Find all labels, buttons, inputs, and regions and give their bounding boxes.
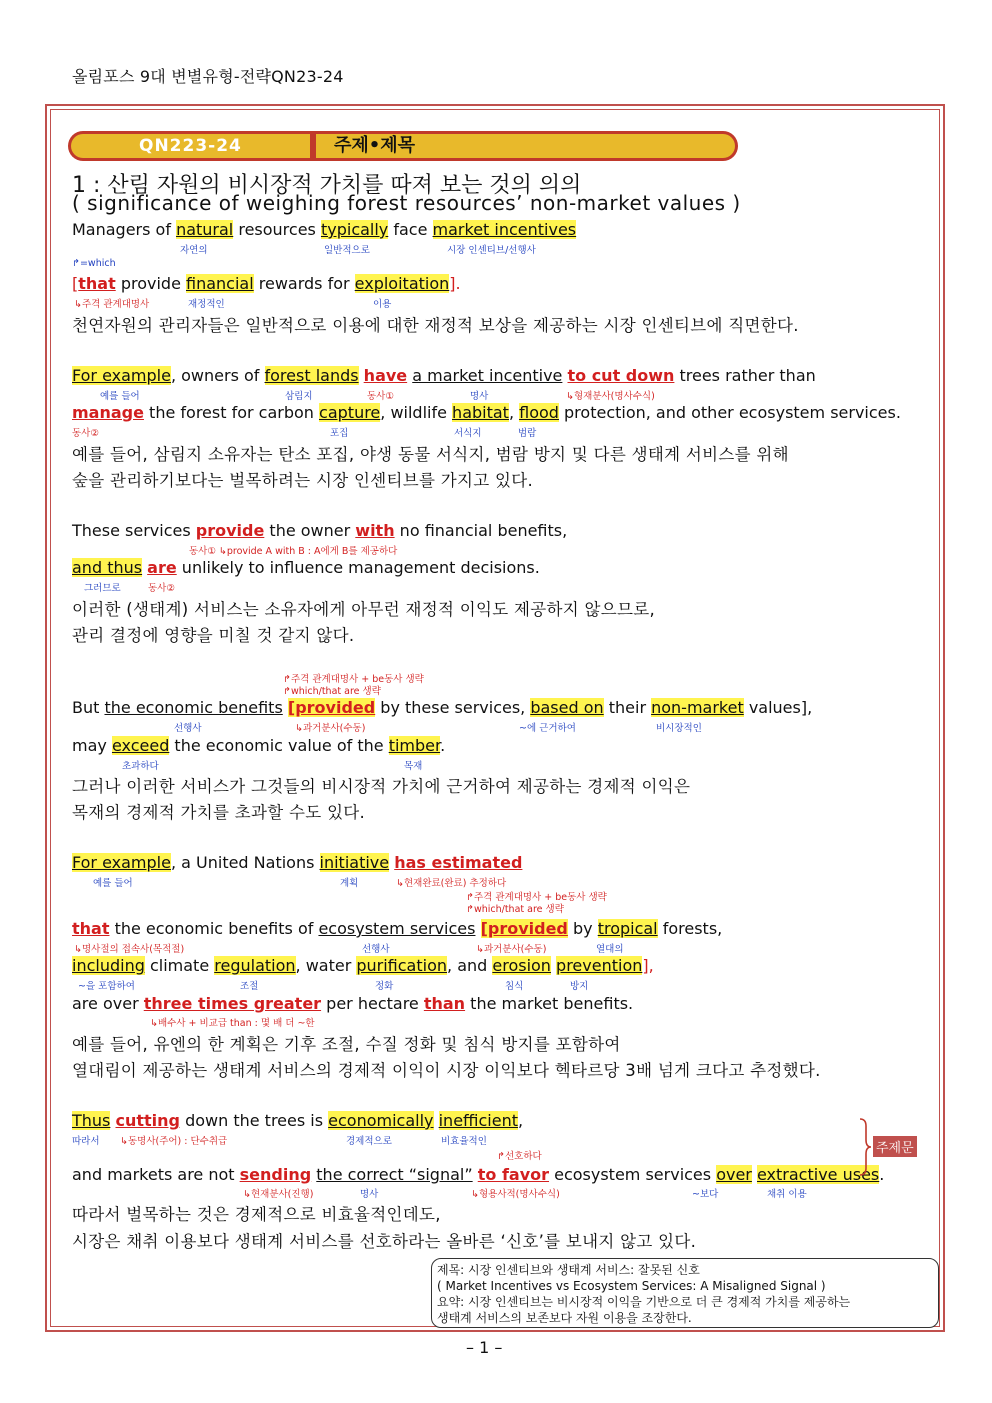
gloss: 목재 (404, 761, 423, 772)
section-banner (68, 131, 738, 161)
topic-sentence-tag: 주제문 (873, 1136, 917, 1157)
gloss: ↳명사절의 접속사(목적절) (74, 944, 185, 955)
gloss: 명사 (360, 1189, 379, 1200)
gloss: 계획 (340, 878, 359, 889)
gloss: ↱주격 관계대명사 + be동사 생략 (466, 892, 607, 903)
p5-line4: are over three times greater per hectare than the market benefits. (72, 994, 634, 1013)
page-number: – 1 – (466, 1338, 503, 1357)
p5-translation-2: 열대림이 제공하는 생태계 서비스의 경제적 이익이 시장 이익보다 헥타르당 3배 넘게 크다고 추정했다. (72, 1061, 821, 1080)
gloss: ~보다 (692, 1189, 719, 1200)
page-header: 올림포스 9대 변별유형-전략QN23-24 (72, 67, 344, 86)
p6-translation-1: 따라서 벌목하는 것은 경제적으로 비효율적인데도, (72, 1205, 441, 1224)
gloss: ↱which/that are 생략 (283, 686, 381, 697)
p2-translation-1: 예를 들어, 삼림지 소유자는 탄소 포집, 야생 동물 서식지, 범람 방지 및 다른 생태계 서비스를 위해 (72, 445, 789, 464)
p2-line2: manage the forest for carbon capture, wildlife habitat, flood protection, and other ecosystem services. (72, 403, 901, 422)
gloss: 예를 들어 (100, 391, 140, 402)
brace-icon (858, 1118, 872, 1176)
p3-line1: These services provide the owner with no financial benefits, (72, 521, 568, 540)
p4-line2: may exceed the economic value of the timber. (72, 736, 446, 755)
gloss: ↳배수사 + 비교급 than : 몇 배 더 ~한 (150, 1018, 315, 1029)
gloss: 정화 (375, 981, 394, 992)
gloss: ↳형재분사(명사수식) (566, 391, 655, 402)
gloss: 시장 인센티브/선행사 (447, 245, 536, 256)
gloss: 조절 (240, 981, 259, 992)
gloss: 열대의 (596, 944, 624, 955)
gloss: 동사① ↳provide A with B : A에게 B를 제공하다 (189, 546, 398, 557)
p1-line2: [that provide financial rewards for exploitation]. (72, 274, 461, 293)
p6-line2: and markets are not sending the correct “signal” to favor ecosystem services over extractive uses. (72, 1165, 885, 1184)
summary-box (431, 1258, 939, 1328)
summary-text: 요약: 시장 인센티브는 비시장적 이익을 기반으로 더 큰 경제적 가치를 제공하는 (437, 1295, 851, 1309)
gloss: 따라서 (72, 1136, 100, 1147)
title-english: ( significance of weighing forest resources’ non-market values ) (72, 191, 741, 215)
gloss: 포집 (330, 428, 349, 439)
gloss: ↱주격 관계대명사 + be동사 생략 (283, 674, 424, 685)
gloss: ~에 근거하여 (519, 723, 576, 734)
gloss: ↳동명사(주어) : 단수취급 (120, 1136, 228, 1147)
gloss: 방지 (570, 981, 589, 992)
gloss: ↳과거분사(수동) (476, 944, 547, 955)
p3-translation-1: 이러한 (생태계) 서비스는 소유자에게 아무런 재정적 이익도 제공하지 않으므로, (72, 600, 656, 619)
banner-label: 주제•제목 (310, 131, 738, 161)
gloss: 경제적으로 (346, 1136, 392, 1147)
p4-line1: But the economic benefits [provided by these services, based on their non-market values], (72, 698, 813, 717)
gloss: 일반적으로 (324, 245, 370, 256)
gloss: 명사 (470, 391, 489, 402)
gloss: ↱선호하다 (497, 1151, 542, 1162)
gloss: 선행사 (362, 944, 390, 955)
gloss: ~을 포함하여 (78, 981, 135, 992)
gloss: 그러므로 (84, 583, 121, 594)
gloss: 비효율적인 (441, 1136, 487, 1147)
gloss: 예를 들어 (93, 878, 133, 889)
gloss: 채취 이용 (767, 1189, 807, 1200)
p5-line3: including climate regulation, water purification, and erosion prevention], (72, 956, 654, 975)
summary-text-cont: 생태계 서비스의 보존보다 자원 이용을 조장한다. (437, 1311, 692, 1325)
gloss: ↳현재완료(완료) 추정하다 (396, 878, 507, 889)
gloss: 범람 (518, 428, 537, 439)
p6-line1: Thus cutting down the trees is economically inefficient, (72, 1111, 524, 1130)
summary-title: 제목: 시장 인센티브와 생태계 서비스: 잘못된 신호 (437, 1263, 700, 1277)
gloss: 선행사 (174, 723, 202, 734)
p2-translation-2: 숲을 관리하기보다는 벌목하려는 시장 인센티브를 가지고 있다. (72, 471, 534, 490)
gloss: 동사② (148, 583, 175, 594)
gloss: 이용 (373, 299, 392, 310)
p2-line1: For example, owners of forest lands have a market incentive to cut down trees rather than (72, 366, 816, 385)
gloss: 침식 (505, 981, 524, 992)
gloss: 서식지 (454, 428, 482, 439)
gloss: ↳형용사적(명사수식) (471, 1189, 560, 1200)
p5-line2: that the economic benefits of ecosystem services [provided by tropical forests, (72, 919, 723, 938)
gloss: ↱which/that are 생략 (466, 904, 564, 915)
p5-line1: For example, a United Nations initiative has estimated (72, 853, 523, 872)
p4-translation-2: 목재의 경제적 가치를 초과할 수도 있다. (72, 803, 366, 822)
p1-translation: 천연자원의 관리자들은 일반적으로 이용에 대한 재정적 보상을 제공하는 시장 인센티브에 직면한다. (72, 316, 799, 335)
p6-translation-2: 시장은 채취 이용보다 생태계 서비스를 선호하라는 올바른 ‘신호’를 보내지 않고 있다. (72, 1232, 697, 1251)
p5-translation-1: 예를 들어, 유엔의 한 계획은 기후 조절, 수질 정화 및 침식 방지를 포함하여 (72, 1035, 621, 1054)
gloss: 삼림지 (285, 391, 313, 402)
banner-code: QN223-24 (68, 131, 310, 161)
p3-line2: and thus are unlikely to influence management decisions. (72, 558, 540, 577)
gloss: ↳과거분사(수동) (295, 723, 366, 734)
gloss: 자연의 (180, 245, 208, 256)
gloss: ↳주격 관계대명사 (74, 299, 150, 310)
gloss: ↱=which (72, 258, 116, 269)
gloss: ↳현재분사(진행) (243, 1189, 314, 1200)
summary-title-en: ( Market Incentives vs Ecosystem Services: A Misaligned Signal ) (437, 1279, 826, 1293)
title-korean: 1 : 산림 자원의 비시장적 가치를 따져 보는 것의 의의 (72, 173, 582, 198)
gloss: 초과하다 (122, 761, 159, 772)
gloss: 비시장적인 (656, 723, 702, 734)
gloss: 재정적인 (188, 299, 225, 310)
gloss: 동사① (367, 391, 394, 402)
p4-translation-1: 그러나 이러한 서비스가 그것들의 비시장적 가치에 근거하여 제공하는 경제적 이익은 (72, 777, 691, 796)
p1-line1: Managers of natural resources typically face market incentives (72, 220, 577, 239)
gloss: 동사② (72, 428, 99, 439)
p3-translation-2: 관리 결정에 영향을 미칠 것 같지 않다. (72, 626, 355, 645)
